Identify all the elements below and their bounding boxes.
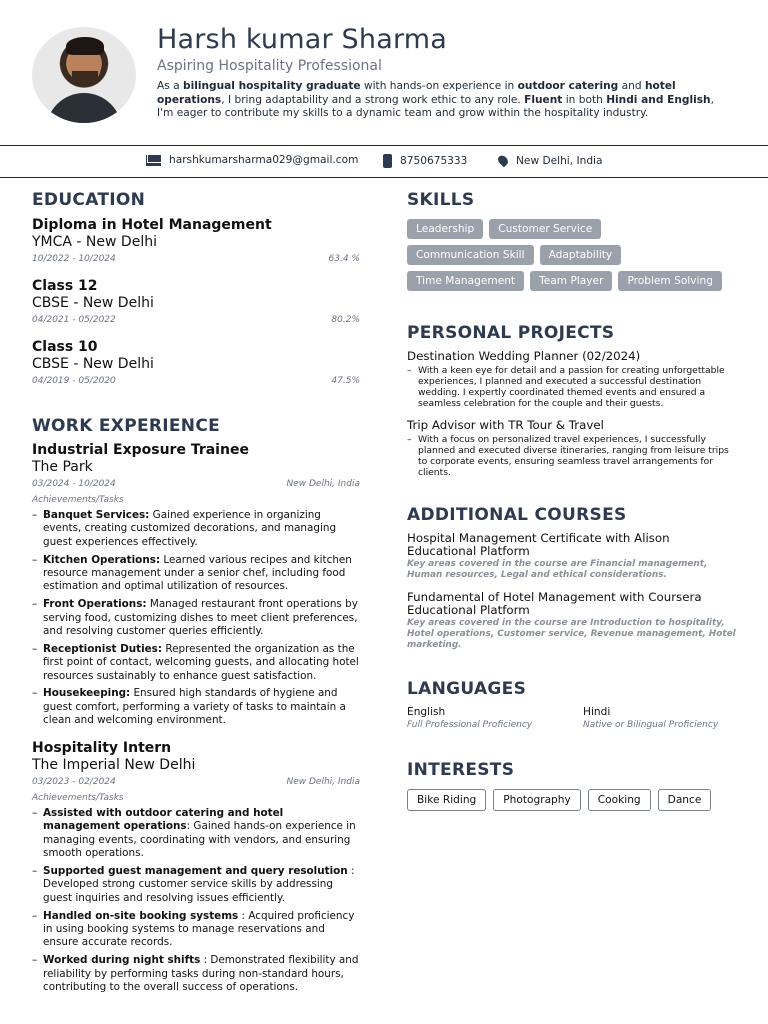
job-dates: 03/2024 - 10/2024 [32, 479, 116, 489]
languages-heading: LANGUAGES [407, 679, 527, 699]
job-bullets [32, 807, 360, 994]
task-bullet: – Banquet Services: Gained experience in organizing events, creating customized decorations, and managing guest experiences effectively. [32, 509, 360, 549]
education-item [32, 278, 360, 328]
contact-bar [0, 145, 768, 178]
contact-location [498, 154, 602, 167]
task-bullet: – Kitchen Operations: Learned various recipes and kitchen resource management under a senior chef, including food estimation and optimal utilization of resources. [32, 554, 360, 594]
interests-list [407, 789, 711, 811]
education-item [32, 217, 360, 267]
language-level: Full Professional Proficiency [407, 720, 533, 730]
interests-heading: INTERESTS [407, 760, 515, 780]
project-item [407, 418, 737, 478]
edu-dates: 10/2022 - 10/2024 [32, 254, 116, 264]
skill-tag: Customer Service [489, 219, 601, 239]
course-name: Hospital Management Certificate with Alison Educational Platform [407, 531, 670, 558]
phone-text[interactable]: 8750675333 [400, 155, 468, 167]
skill-tag: Team Player [530, 271, 612, 291]
skill-tag: Communication Skill [407, 245, 534, 265]
task-bullet: – Housekeeping: Ensured high standards of hygiene and guest comfort, performing a variety of tasks to maintain a clean and welcoming environment. [32, 687, 360, 727]
job-role: Hospitality Intern [32, 740, 172, 756]
job-location: New Delhi, India [286, 777, 360, 787]
course-item [407, 532, 737, 581]
course-item [407, 591, 737, 651]
interest-tag: Bike Riding [407, 789, 486, 811]
edu-dates: 04/2021 - 05/2022 [32, 315, 116, 325]
candidate-tagline: Aspiring Hospitality Professional [157, 58, 382, 74]
edu-score: 47.5% [331, 376, 360, 386]
job-location: New Delhi, India [286, 479, 360, 489]
courses-heading: ADDITIONAL COURSES [407, 505, 627, 525]
skill-tag: Adaptability [540, 245, 622, 265]
degree: Class 10 [32, 339, 98, 355]
job-dates: 03/2023 - 02/2024 [32, 777, 116, 787]
skill-tag: Leadership [407, 219, 483, 239]
job-bullets [32, 509, 360, 728]
achievements-label: Achievements/Tasks [32, 495, 124, 505]
profile-photo [32, 27, 136, 123]
language-name: Hindi [583, 706, 611, 718]
degree: Diploma in Hotel Management [32, 217, 272, 233]
language-level: Native or Bilingual Proficiency [583, 720, 719, 730]
project-desc: – With a keen eye for detail and a passion for creating unforgettable experiences, I planned and executed a successful destination wedding. I expertly coordinated themed events and ensured a seamless celebration for the couple and their guests. [407, 365, 737, 409]
skills-list [407, 219, 737, 297]
envelope-icon [146, 155, 161, 166]
interest-tag: Dance [658, 789, 712, 811]
project-desc: – With a focus on personalized travel experiences, I successfully planned and executed diverse itineraries, ranging from leisure trips to corporate events, ensuring seamless travel arrangements for clients. [407, 434, 737, 478]
skill-tag: Time Management [407, 271, 524, 291]
school: CBSE - New Delhi [32, 295, 154, 311]
project-item [407, 349, 737, 409]
task-bullet: – Supported guest management and query resolution : Developed strong customer service skills by addressing guest inquiries and resolving issues efficiently. [32, 865, 360, 905]
projects-heading: PERSONAL PROJECTS [407, 323, 615, 343]
school: YMCA - New Delhi [32, 234, 157, 250]
course-name: Fundamental of Hotel Management with Coursera Educational Platform [407, 590, 702, 617]
job-company: The Park [32, 459, 93, 475]
task-bullet: – Front Operations: Managed restaurant front operations by serving food, customizing dishes to meet client preferences, and resolving customer queries efficiently. [32, 598, 360, 638]
edu-score: 80.2% [331, 315, 360, 325]
skills-heading: SKILLS [407, 190, 475, 210]
edu-score: 63.4 % [328, 254, 360, 264]
resume-header [0, 0, 768, 145]
language-name: English [407, 706, 446, 718]
skill-tag: Problem Solving [618, 271, 721, 291]
job-entry [32, 442, 360, 732]
task-bullet: – Receptionist Duties: Represented the organization as the first point of contact, welcoming guests, and allocating hotel resources sustainably to enhance guest satisfaction. [32, 643, 360, 683]
task-bullet: – Worked during night shifts : Demonstrated flexibility and reliability by performing tasks during non-standard hours, contributing to the overall success of operations. [32, 954, 360, 994]
school: CBSE - New Delhi [32, 356, 154, 372]
job-entry [32, 740, 360, 999]
job-company: The Imperial New Delhi [32, 757, 196, 773]
interest-tag: Cooking [588, 789, 651, 811]
contact-email[interactable] [146, 154, 358, 166]
project-name: Trip Advisor with TR Tour & Travel [407, 418, 604, 432]
job-role: Industrial Exposure Trainee [32, 442, 249, 458]
phone-icon [383, 154, 392, 168]
course-desc: Key areas covered in the course are Financial management, Human resources, Legal and ethical considerations. [407, 559, 708, 580]
location-text: New Delhi, India [516, 154, 603, 167]
task-bullet: – Assisted with outdoor catering and hotel management operations: Gained hands-on experience in managing events, coordinating with vendors, and ensuring smooth operations. [32, 807, 360, 861]
email-text[interactable]: harshkumarsharma029@gmail.com [169, 154, 359, 166]
interest-tag: Photography [493, 789, 581, 811]
profile-summary: As a bilingual hospitality graduate with hands-on experience in outdoor catering and hotel operations, I bring adaptability and a strong work ethic to any role. Fluent in both Hindi and English, I'm eager to contribute my skills to a dynamic team and grow within the hospitality industry. [157, 80, 714, 119]
candidate-name: Harsh kumar Sharma [157, 24, 448, 55]
language-item [407, 706, 532, 731]
degree: Class 12 [32, 278, 98, 294]
project-name: Destination Wedding Planner (02/2024) [407, 349, 641, 363]
achievements-label: Achievements/Tasks [32, 793, 124, 803]
edu-dates: 04/2019 - 05/2020 [32, 376, 116, 386]
map-pin-icon [496, 154, 510, 168]
work-heading: WORK EXPERIENCE [32, 416, 221, 436]
contact-phone[interactable] [383, 154, 467, 168]
language-item [583, 706, 718, 731]
task-bullet: – Handled on-site booking systems : Acquired proficiency in using booking systems to manage reservations and ensure accurate records. [32, 910, 360, 950]
education-item [32, 339, 360, 389]
course-desc: Key areas covered in the course are Introduction to hospitality, Hotel operations, Customer service, Revenue management, Hotel marketing. [407, 618, 736, 650]
education-heading: EDUCATION [32, 190, 146, 210]
